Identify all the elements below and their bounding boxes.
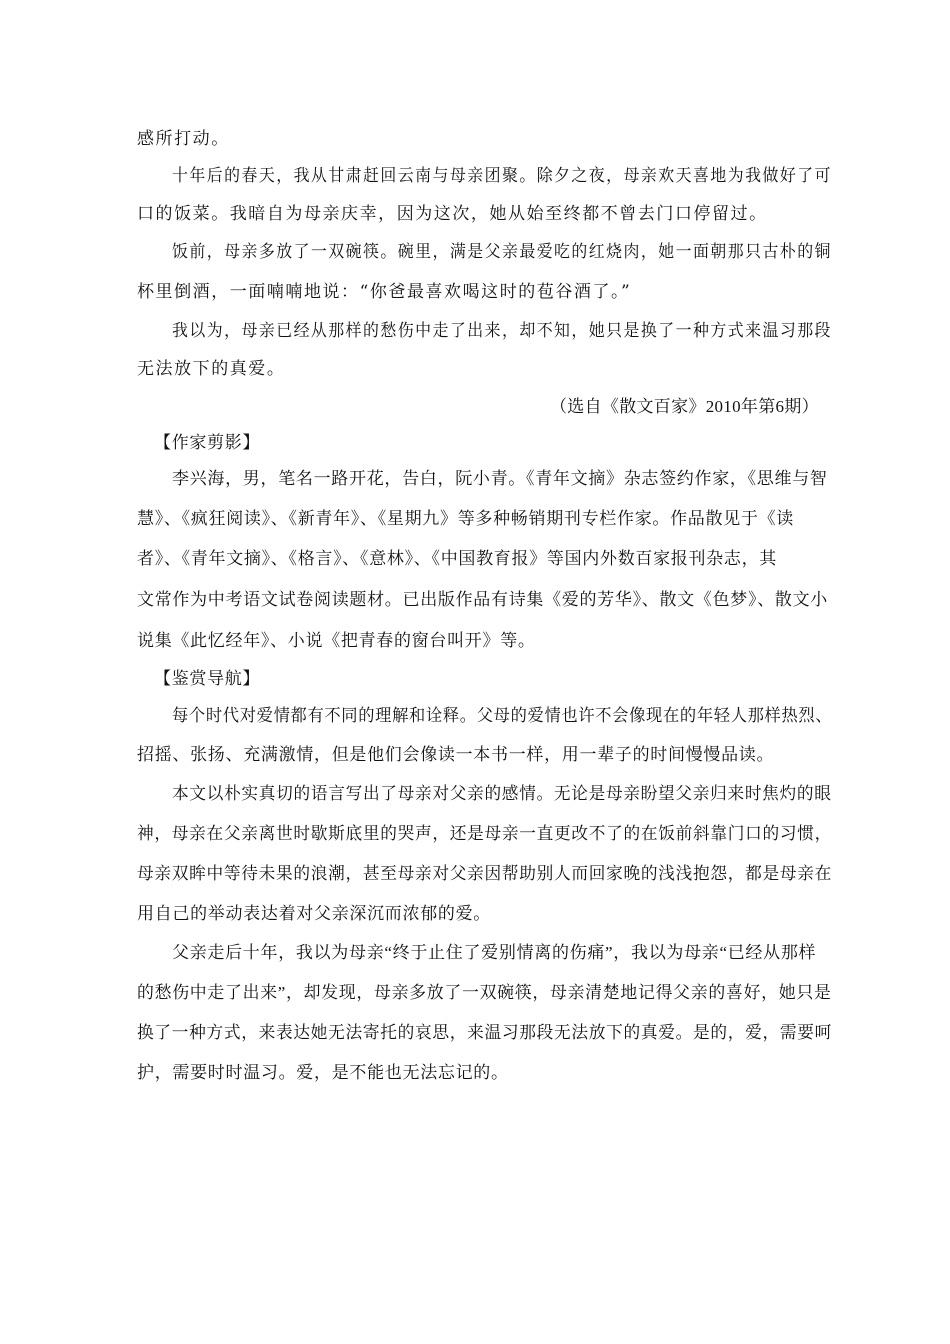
appreciation-line: 换了一种方式，来表达她无法寄托的哀思，来温习那段无法放下的真爱。是的，爱，需要呵 xyxy=(137,1023,832,1042)
story-line: 无法放下的真爱。 xyxy=(137,359,286,379)
appreciation-line: 护，需要时时温习。爱，是不能也无法忘记的。 xyxy=(137,1063,509,1082)
appreciation-line: 招摇、张扬、充满激情，但是他们会像读一本书一样，用一辈子的时间慢慢品读。 xyxy=(137,745,775,764)
author-line: 文常作为中考语文试卷阅读题材。已出版作品有诗集《爱的芳华》、散文《色梦》、散文小 xyxy=(137,590,828,609)
story-line: 杯里倒酒，一面喃喃地说：“你爸最喜欢喝这时的苞谷酒了。” xyxy=(137,282,632,302)
author-line: 者》、《青年文摘》、《格言》、《意林》、《中国教育报》等国内外数百家报刊杂志，其 xyxy=(137,549,777,568)
appreciation-line: 神，母亲在父亲离世时歇斯底里的哭声，还是母亲一直更改不了的在饭前斜靠门口的习惯， xyxy=(137,824,832,843)
story-line: 口的饭菜。我暗自为母亲庆幸，因为这次，她从始至终都不曾去门口停留过。 xyxy=(137,204,768,224)
story-line: 我以为，母亲已经从那样的愁伤中走了出来，却不知，她只是换了一种方式来温习那段 xyxy=(172,321,832,341)
appreciation-line: 每个时代对爱情都有不同的理解和诠释。父母的爱情也许不会像现在的年轻人那样热烈、 xyxy=(172,706,833,725)
source-citation: （选自《散文百家》2010年第6期） xyxy=(550,397,819,416)
appreciation-line: 的愁伤中走了出来”，却发现，母亲多放了一双碗筷，母亲清楚地记得父亲的喜好，她只是 xyxy=(137,983,832,1002)
story-line: 饭前，母亲多放了一双碗筷。碗里，满是父亲最爱吃的红烧肉，她一面朝那只古朴的铜 xyxy=(172,242,832,262)
author-line: 慧》、《疯狂阅读》、《新青年》、《星期九》等多种畅销期刊专栏作家。作品散见于《读 xyxy=(137,509,794,528)
author-section-heading: 【作家剪影】 xyxy=(154,433,261,452)
appreciation-line: 本文以朴实真切的语言写出了母亲对父亲的感情。无论是母亲盼望父亲归来时焦灼的眼 xyxy=(172,784,832,803)
appreciation-line: 用自己的举动表达着对父亲深沉而浓郁的爱。 xyxy=(137,904,491,923)
author-line: 李兴海，男，笔名一路开花，告白，阮小青。《青年文摘》杂志签约作家，《思维与智 xyxy=(172,469,828,488)
appreciation-line: 母亲双眸中等待未果的浪潮，甚至母亲对父亲因帮助别人而回家晚的浅浅抱怨，都是母亲在 xyxy=(137,864,832,883)
author-line: 说集《此忆经年》、小说《把青春的窗台叫开》等。 xyxy=(137,631,536,650)
appreciation-line: 父亲走后十年，我以为母亲“终于止住了爱别情离的伤痛”，我以为母亲“已经从那样 xyxy=(172,943,817,962)
appreciation-section-heading: 【鉴赏导航】 xyxy=(154,669,261,688)
story-line: 感所打动。 xyxy=(137,129,230,149)
story-line: 十年后的春天，我从甘肃赶回云南与母亲团聚。除夕之夜，母亲欢天喜地为我做好了可 xyxy=(172,166,832,186)
